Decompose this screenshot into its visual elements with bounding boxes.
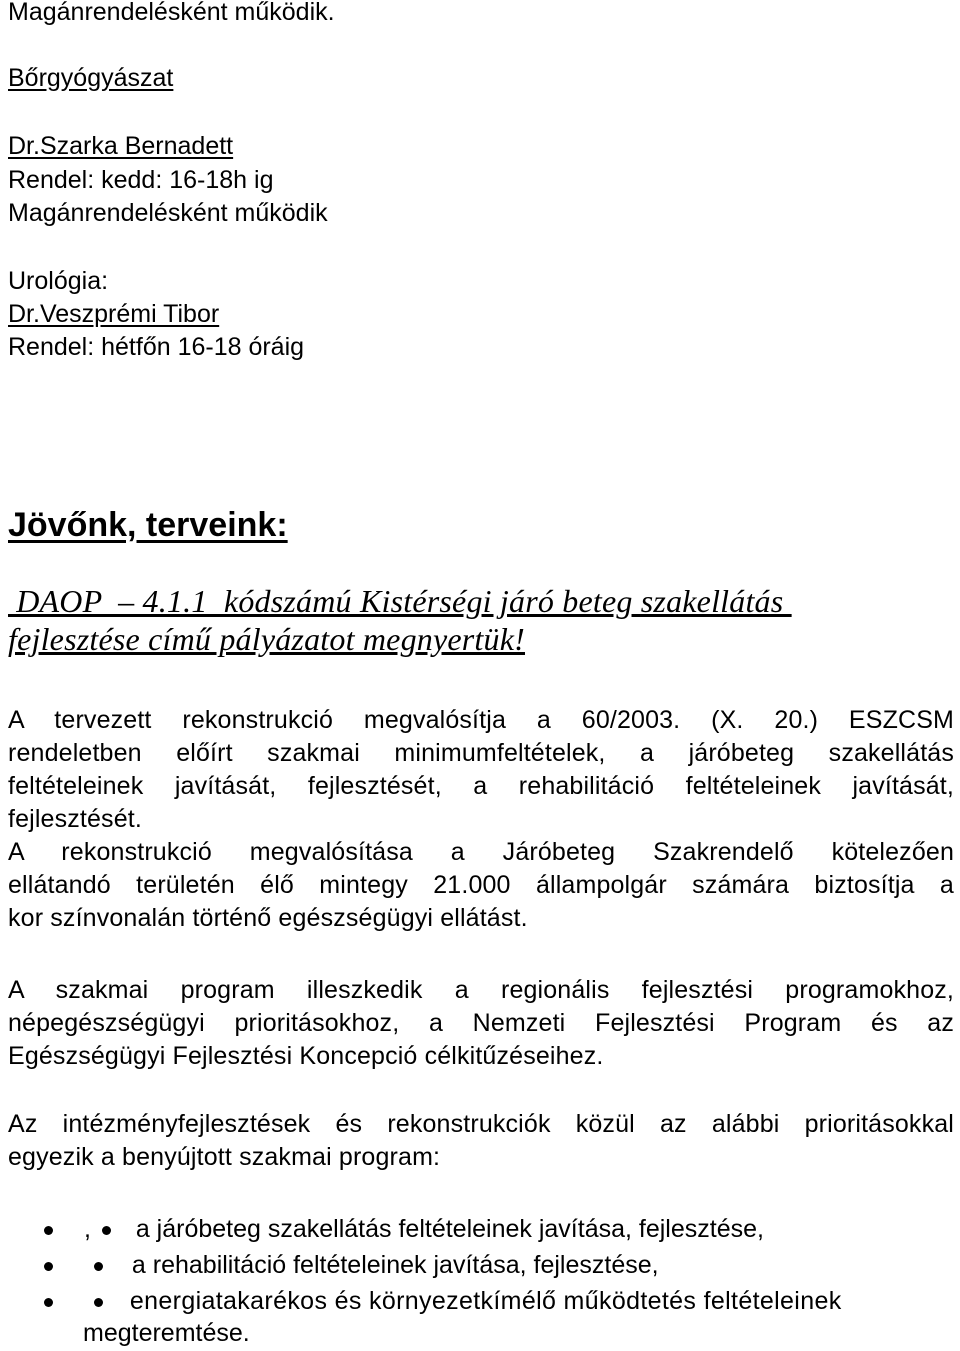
bullet-icon — [44, 1262, 53, 1271]
paragraph-line: Az intézményfejlesztések és rekonstrukciók közül az alábbi prioritásokkal — [8, 1110, 954, 1138]
list-item — [8, 1247, 954, 1283]
doctor-veszpremi-hours: Rendel: hétfőn 16-18 óráig — [8, 333, 305, 361]
paragraph-line: rendeletben előírt szakmai minimumfeltételek, a járóbeteg szakellátás — [8, 739, 954, 767]
bullet-icon — [44, 1298, 53, 1307]
doctor-szarka-hours: Rendel: kedd: 16-18h ig — [8, 166, 274, 194]
list-item-text: energiatakarékos és környezetkímélő működtetés feltételeinek — [129, 1287, 842, 1315]
paragraph-reconstruction — [8, 704, 954, 935]
dermatology-link[interactable]: Bőrgyógyászat — [8, 64, 174, 92]
paragraph-line: népegészségügyi prioritásokhoz, a Nemzeti Fejlesztési Program és az — [8, 1009, 954, 1037]
bullet-icon — [94, 1298, 103, 1307]
bullet-icon — [94, 1262, 103, 1271]
priority-list — [8, 1211, 954, 1351]
list-item-text: megteremtése. — [83, 1319, 250, 1347]
paragraph-line: A tervezett rekonstrukció megvalósítja a 60/2003. (X. 20.) ESZCSM — [8, 706, 954, 734]
list-item-text: a járóbeteg szakellátás feltételeinek javítása, fejlesztése, — [135, 1215, 764, 1243]
doctor-szarka-note: Magánrendelésként működik — [8, 199, 328, 227]
paragraph-program — [8, 974, 954, 1073]
list-item — [8, 1283, 954, 1319]
bullet-icon — [44, 1226, 53, 1235]
paragraph-line: egyezik a benyújtott szakmai program: — [8, 1143, 441, 1171]
paragraph-line: kor színvonalán történő egészségügyi ellátást. — [8, 904, 528, 932]
urology-label: Urológia: — [8, 267, 109, 295]
paragraph-line: fejlesztését. — [8, 805, 142, 833]
list-item — [8, 1211, 954, 1247]
paragraph-line: Egészségügyi Fejlesztési Koncepció célkitűzéseihez. — [8, 1042, 604, 1070]
bullet-separator: , — [83, 1215, 91, 1243]
paragraph-line: feltételeinek javítását, fejlesztését, a rehabilitáció feltételeinek javítását, — [8, 772, 954, 800]
paragraph-priorities — [8, 1108, 954, 1174]
bullet-icon — [102, 1226, 111, 1235]
doctor-szarka-link[interactable]: Dr.Szarka Bernadett — [8, 132, 234, 160]
paragraph-line: ellátandó területén élő mintegy 21.000 állampolgár számára biztosítja a — [8, 871, 954, 899]
list-item-continuation — [8, 1315, 954, 1351]
list-item-text: a rehabilitáció feltételeinek javítása, fejlesztése, — [131, 1251, 659, 1279]
project-title-line-2: fejlesztése című pályázatot megnyertük! — [8, 621, 525, 657]
doctor-veszpremi-link[interactable]: Dr.Veszprémi Tibor — [8, 300, 220, 328]
paragraph-line: A szakmai program illeszkedik a regionális fejlesztési programokhoz, — [8, 976, 954, 1004]
future-plans-heading: Jövőnk, terveink: — [8, 506, 288, 544]
paragraph-line: A rekonstrukció megvalósítása a Járóbeteg Szakrendelő kötelezően — [8, 838, 954, 866]
private-practice-note: Magánrendelésként működik. — [8, 0, 335, 26]
project-title-line-1: DAOP – 4.1.1 kódszámú Kistérségi járó beteg szakellátás — [8, 583, 792, 619]
